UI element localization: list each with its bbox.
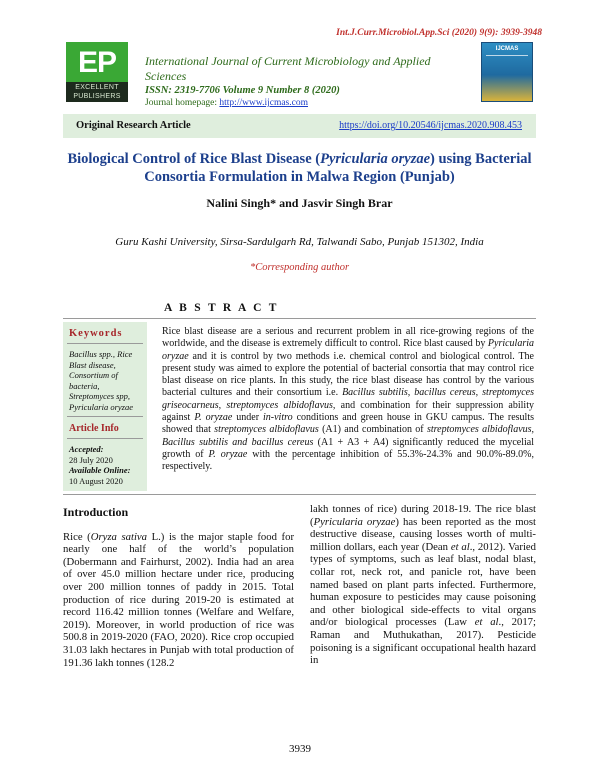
abstract-heading: A B S T R A C T	[164, 302, 279, 314]
keywords-heading: Keywords	[69, 328, 123, 339]
doi-link[interactable]: https://doi.org/10.20546/ijcmas.2020.908.453	[339, 120, 522, 131]
article-info-heading: Article Info	[69, 423, 119, 434]
sidebar-divider	[67, 416, 143, 417]
journal-cover-thumbnail	[481, 42, 533, 102]
body-column-left	[63, 506, 294, 669]
article-dates	[63, 442, 147, 486]
abstract-bottom-rule	[63, 494, 536, 495]
cover-rule	[486, 55, 528, 56]
journal-info	[145, 54, 455, 109]
article-type: Original Research Article	[76, 120, 191, 131]
keywords-list: Bacillus spp., Rice Blast disease, Consortium of bacteria, Streptomyces spp, Pyricularia oryzae	[69, 349, 133, 412]
title-species: Pyricularia oryzae	[320, 151, 431, 167]
cover-title: IJCMAS	[495, 46, 519, 52]
authors: Nalini Singh* and Jasvir Singh Brar	[206, 196, 393, 210]
available-online-label: Available Online:	[69, 465, 131, 475]
introduction-paragraph-continued: lakh tonnes of rice) during 2018-19. The rice blast (Pyricularia oryzae) has been reported as the most destructive disease, causing losses worth of multi-million dollars, each year (Dean et al., 2012). Varied types of symptoms, such as leaf blast, nodal blast, collar rot, neck rot, and panicle rot, have been named based on plant parts infected. Furthermore, human exposure to pesticides may cause poisoning and other biological side-effects to vital organs and/or biological processes (Law et al., 2017; Raman and Muthukathan, 2017). Pesticide poisoning is a significant occupational health hazard in	[310, 503, 536, 667]
journal-homepage	[145, 97, 455, 109]
paper-title	[63, 150, 536, 186]
article-type-band	[63, 114, 536, 138]
corresponding-author-note: *Corresponding author	[249, 262, 350, 273]
running-head: Int.J.Curr.Microbiol.App.Sci (2020) 9(9): 3939-3948	[336, 28, 542, 38]
title-text: ) using Bacterial	[430, 151, 532, 167]
journal-name: International Journal of Current Microbiology and Applied Sciences	[145, 54, 431, 83]
accepted-label: Accepted:	[69, 444, 104, 454]
introduction-heading: Introduction	[63, 505, 129, 519]
abstract-top-rule	[63, 318, 536, 319]
publisher-logo	[66, 42, 128, 102]
available-online-date: 10 August 2020	[69, 475, 123, 486]
introduction-paragraph: Rice (Oryza sativa L.) is the major staple food for nearly one half of the world’s population (Dobermann and Fairhurst, 2002). India had an area of over 45.0 million hectare under rice, producing over 200 million tonnes of paddy in 2015. Total production of rice during 2019-20 is estimated at record 116.42 million tonnes (Welfare and Welfare, 2019). Moreover, in world production of rice was 500.8 in 2019-2020 (FAO, 2020). Rice crop occupied 31.03 lakh hectares in Punjab with total production of 191.36 lakh tonnes (128.2	[63, 530, 294, 669]
title-text: Biological Control of Rice Blast Disease (	[67, 151, 321, 167]
journal-issn: ISSN: 2319-7706 Volume 9 Number 8 (2020)	[145, 85, 340, 96]
sidebar-divider	[67, 343, 143, 344]
body-column-right	[310, 503, 536, 667]
masthead	[63, 42, 536, 108]
article-sidebar	[63, 322, 147, 491]
homepage-link[interactable]: http://www.ijcmas.com	[219, 98, 308, 108]
homepage-label: Journal homepage:	[145, 98, 220, 108]
sidebar-divider	[67, 438, 143, 439]
title-line-2: Consortia Formulation in Malwa Region (Punjab)	[144, 169, 455, 185]
page-number: 3939	[289, 743, 311, 755]
abstract-body: Rice blast disease are a serious and recurrent problem in all rice-growing regions of the worldwide, and the disease is extremely difficult to control. Rice blast caused by Pyricularia oryzae and it is control by two methods i.e. chemical control and biological control. The present study was aimed to explore the potential of bacterial consortia that may control rice blast disease on rice plants. In this study, the rice blast disease has control by the various bacterial cultures and their consortium i.e. Bacillus subtilis, bacillus cereus, streptomyces griseocarneus, streptomyces albidoflavus, and combination for their suppression ability against P. oryzae under in-vitro conditions and green house in GKU campus. The results showed that streptomyces albidoflavus (A1) and combination of streptomyces albidoflavus, Bacillus subtilis and bacillus cereus (A1 + A3 + A4) significantly reduced the mycelial growth of P. oryzae with the percentage inhibition of 55.3%-24.3% and 90.0%-89.0%, respectively.	[162, 326, 535, 473]
affiliation: Guru Kashi University, Sirsa-Sardulgarh Rd, Talwandi Sabo, Punjab 151302, India	[115, 236, 484, 248]
accepted-date: 28 July 2020	[69, 454, 113, 465]
publisher-logo-letters: EP	[77, 46, 117, 79]
title-line-1	[63, 150, 536, 168]
publisher-logo-text: EXCELLENT PUBLISHERS	[66, 82, 128, 102]
